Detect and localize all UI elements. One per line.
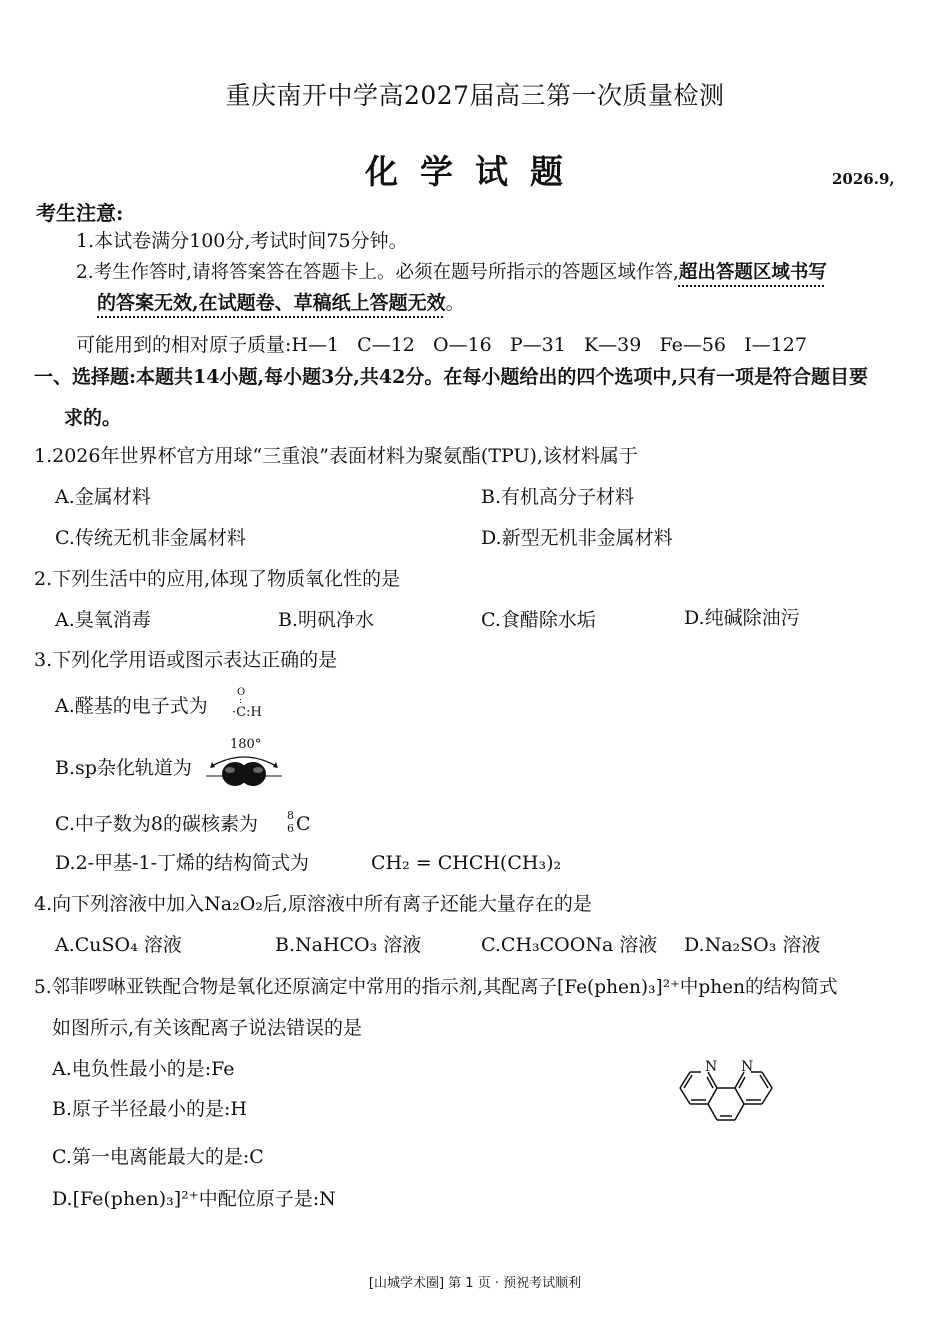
q1-option-b: B.有机高分子材料 [481, 486, 635, 508]
q3-option-b: B.sp杂化轨道为 [55, 757, 192, 779]
q4-option-b: B.NaHCO₃ 溶液 [275, 934, 422, 956]
q1-stem: 1.2026年世界杯官方用球“三重浪”表面材料为聚氨酯(TPU),该材料属于 [34, 445, 638, 467]
phen-n-right: N [741, 1059, 754, 1075]
orbital-lobe-right [240, 762, 266, 786]
q3-c-mass-number: 8 [287, 809, 294, 822]
q5-option-d: D.[Fe(phen)₃]²⁺中配位原子是:N [52, 1188, 336, 1210]
notice-item-2-text: 2.考生作答时,请将答案答在答题卡上。必须在题号所指示的答题区域作答, [76, 262, 679, 283]
q4-option-d: D.Na₂SO₃ 溶液 [684, 934, 821, 956]
q3-c-symbol: C [296, 813, 311, 835]
q3-option-a: A.醛基的电子式为 [55, 695, 208, 717]
phenanthroline-structure [668, 1050, 808, 1132]
q2-stem: 2.下列生活中的应用,体现了物质氧化性的是 [34, 568, 401, 590]
notice-heading: 考生注意: [36, 201, 124, 225]
q2-option-d: D.纯碱除油污 [684, 607, 800, 629]
section-1-heading-cont: 求的。 [64, 407, 122, 429]
orbital-highlight-left [225, 767, 235, 773]
orbital-highlight-right [253, 767, 263, 773]
q5-stem: 5.邻菲啰啉亚铁配合物是氧化还原滴定中常用的指示剂,其配离子[Fe(phen)₃]²⁺中phen的结构简式 [34, 977, 838, 998]
q3-stem: 3.下列化学用语或图示表达正确的是 [34, 649, 338, 671]
q1-option-d: D.新型无机非金属材料 [481, 527, 673, 549]
q5-option-c: C.第一电离能最大的是:C [52, 1146, 264, 1168]
sp-orbital-diagram [204, 750, 284, 788]
q1-option-c: C.传统无机非金属材料 [55, 527, 246, 549]
notice-item-2-emphasis: 超出答题区域书写 [678, 262, 827, 283]
exam-date: 2026.9, [832, 170, 895, 188]
q2-option-c: C.食醋除水垢 [481, 609, 596, 631]
atomic-masses: 可能用到的相对原子质量:H—1 C—12 O—16 P—31 K—39 Fe—56 I—127 [76, 334, 807, 356]
notice-item-2 [76, 261, 827, 285]
subject-title: 化学试题 [365, 152, 585, 191]
q1-option-a: A.金属材料 [55, 486, 151, 508]
angle-arc [212, 757, 276, 766]
q3-option-d: D.2-甲基-1-丁烯的结构简式为 [55, 852, 310, 874]
q5-option-a: A.电负性最小的是:Fe [52, 1058, 235, 1080]
q3-a-formula-oxygen: O [237, 687, 246, 698]
q2-option-b: B.明矾净水 [278, 609, 375, 631]
q3-c-atomic-number: 6 [287, 822, 294, 835]
q2-option-a: A.臭氧消毒 [55, 609, 151, 631]
q4-stem: 4.向下列溶液中加入Na₂O₂后,原溶液中所有离子还能大量存在的是 [34, 893, 592, 915]
q4-option-c: C.CH₃COONa 溶液 [481, 934, 658, 956]
q3-a-electron-dots: : [239, 696, 243, 706]
notice-item-1: 1.本试卷满分100分,考试时间75分钟。 [76, 230, 408, 252]
section-1-heading: 一、选择题:本题共14小题,每小题3分,共42分。在每小题给出的四个选项中,只有一项是符合题目要 [34, 366, 868, 388]
notice-item-2-emphasis-cont: 的答案无效,在试题卷、草稿纸上答题无效 [97, 292, 446, 314]
q3-b-angle-label: 180° [230, 737, 262, 752]
notice-item-2-cont [97, 291, 465, 315]
exam-title: 重庆南开中学高2027届高三第一次质量检测 [225, 81, 725, 110]
notice-item-2-end: 。 [445, 292, 465, 314]
phen-n-left: N [705, 1059, 718, 1075]
q3-a-formula: ·C:H [232, 705, 262, 720]
q3-option-c: C.中子数为8的碳核素为 [55, 813, 258, 835]
phen-bonds [680, 1072, 772, 1120]
q3-d-formula: CH₂ = CHCH(CH₃)₂ [371, 852, 562, 874]
q5-stem-cont: 如图所示,有关该配离子说法错误的是 [52, 1017, 363, 1039]
q4-option-a: A.CuSO₄ 溶液 [55, 934, 182, 956]
page-footer: [山城学术圈] 第 1 页 · 预祝考试顺利 [368, 1276, 582, 1291]
q5-option-b: B.原子半径最小的是:H [52, 1098, 247, 1120]
